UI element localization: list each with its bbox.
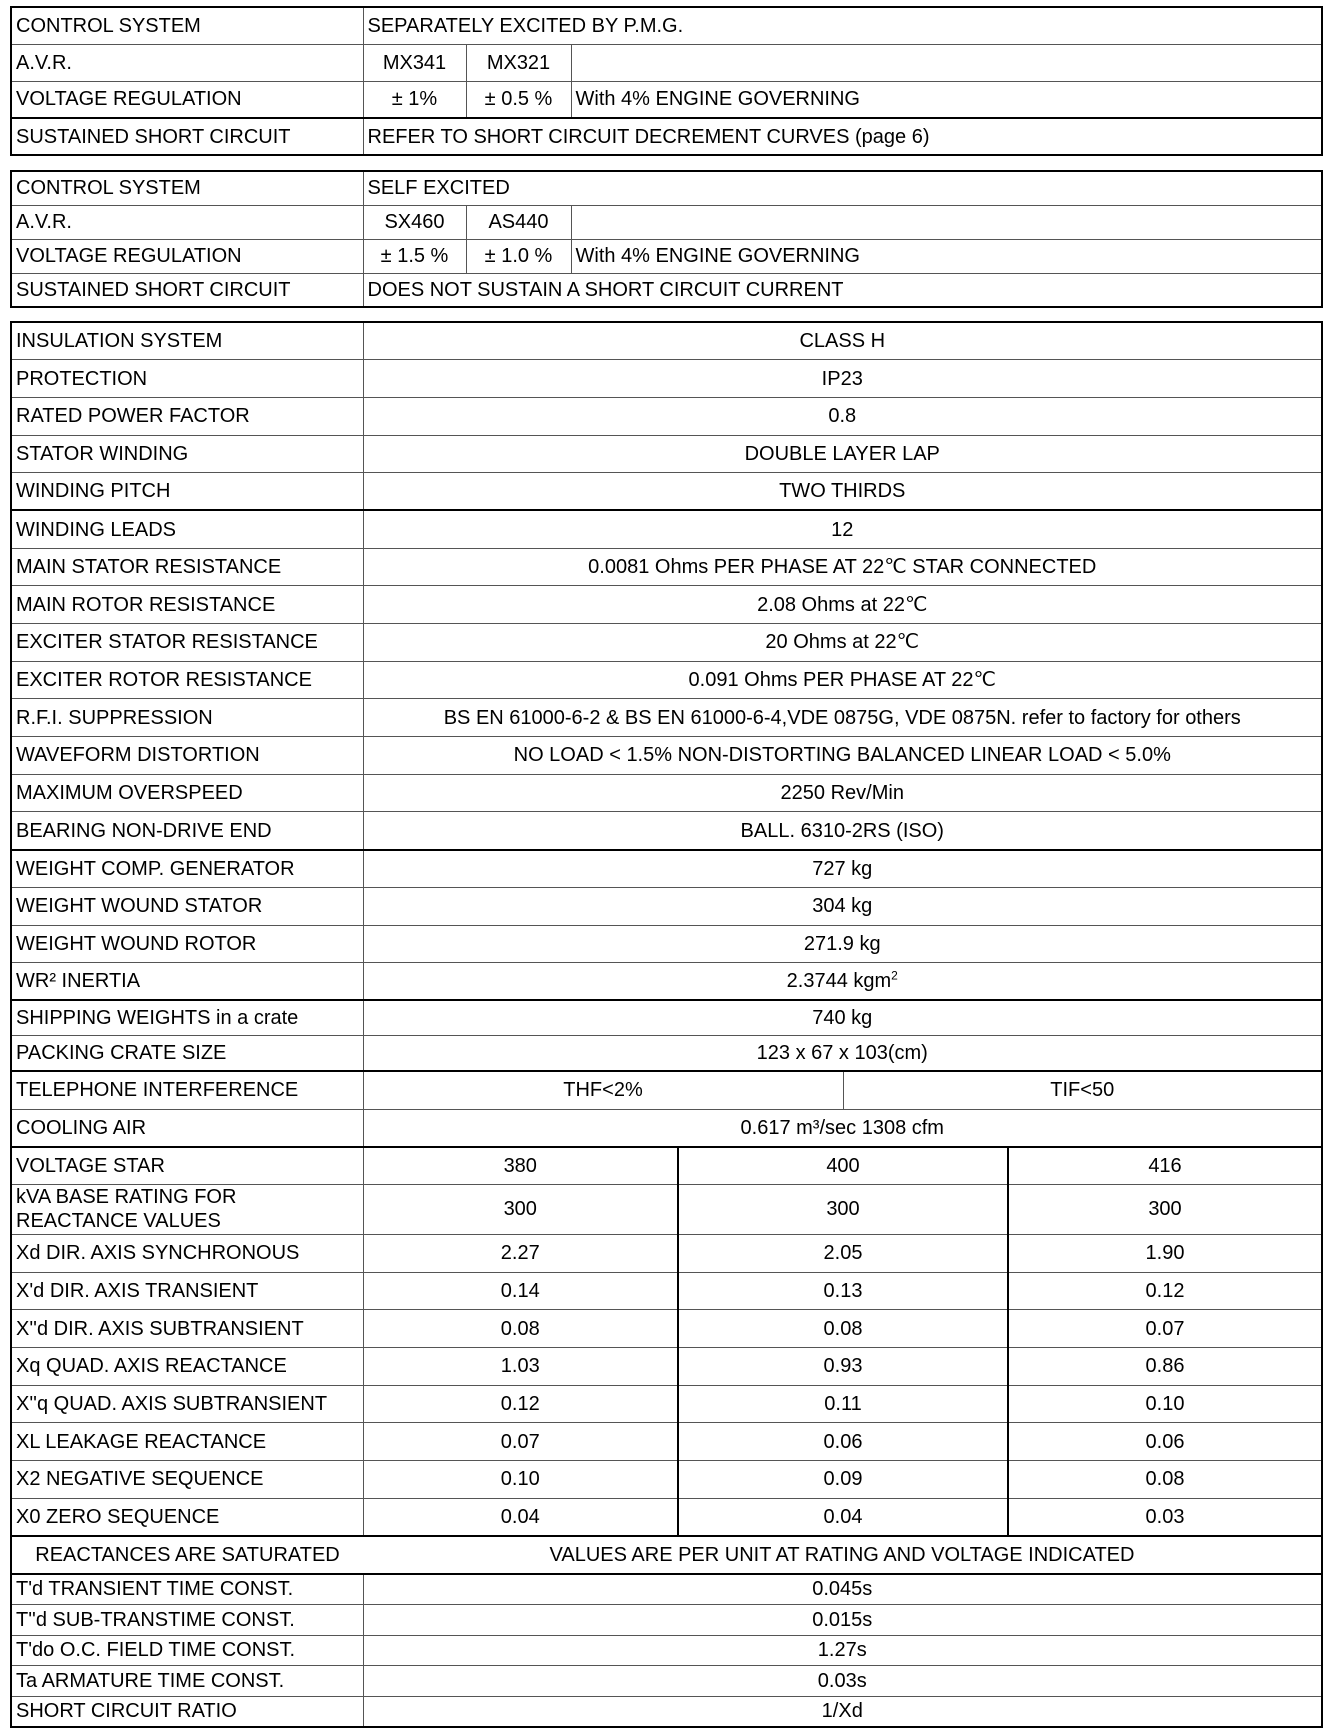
voltage-regulation-note: With 4% ENGINE GOVERNING xyxy=(571,81,1322,118)
spec-label: SHIPPING WEIGHTS in a crate xyxy=(11,1000,363,1036)
spec-value: CLASS H xyxy=(363,322,1322,360)
reactance-value: 2.27 xyxy=(363,1234,678,1272)
spec-value: 271.9 kg xyxy=(363,925,1322,963)
avr-label: A.V.R. xyxy=(11,205,363,239)
reactances-saturated-note: REACTANCES ARE SATURATED xyxy=(11,1536,363,1574)
avr-empty-cell xyxy=(571,205,1322,239)
spec-label: PROTECTION xyxy=(11,360,363,398)
spec-label: WEIGHT WOUND STATOR xyxy=(11,887,363,925)
self-voltage-regulation-row xyxy=(11,239,1322,273)
reactance-value: 0.07 xyxy=(363,1423,678,1461)
spec-value: BS EN 61000-6-2 & BS EN 61000-6-4,VDE 0875G, VDE 0875N. refer to factory for others xyxy=(363,699,1322,737)
cooling-air-row xyxy=(11,1109,1322,1147)
reactance-row xyxy=(11,1348,1322,1386)
spec-value: DOUBLE LAYER LAP xyxy=(363,435,1322,473)
reactance-row xyxy=(11,1272,1322,1310)
spec-row xyxy=(11,322,1322,360)
spec-value: 304 kg xyxy=(363,887,1322,925)
cooling-air-label: COOLING AIR xyxy=(11,1109,363,1147)
reactance-value: 0.86 xyxy=(1008,1348,1322,1386)
time-constant-label: T'd TRANSIENT TIME CONST. xyxy=(11,1574,363,1605)
reactance-value: 0.10 xyxy=(363,1461,678,1499)
kva-base-label: kVA BASE RATING FOR REACTANCE VALUES xyxy=(11,1184,363,1234)
reactance-value: 2.05 xyxy=(678,1234,1008,1272)
time-constant-label: T''d SUB-TRANSTIME CONST. xyxy=(11,1604,363,1635)
reactance-row xyxy=(11,1461,1322,1499)
reactance-row xyxy=(11,1423,1322,1461)
inertia-value: 2.3744 kgm xyxy=(786,970,892,993)
telephone-interference-label: TELEPHONE INTERFERENCE xyxy=(11,1071,363,1109)
spec-row xyxy=(11,812,1322,850)
sustained-short-circuit-label: SUSTAINED SHORT CIRCUIT xyxy=(11,273,363,307)
spec-row xyxy=(11,925,1322,963)
time-constant-row xyxy=(11,1574,1322,1605)
spec-value: 12 xyxy=(363,510,1322,548)
reactance-value: 0.06 xyxy=(1008,1423,1322,1461)
spec-label: WAVEFORM DISTORTION xyxy=(11,737,363,775)
spec-label: RATED POWER FACTOR xyxy=(11,397,363,435)
spec-value: 2250 Rev/Min xyxy=(363,774,1322,812)
spec-row xyxy=(11,1036,1322,1072)
time-constant-row xyxy=(11,1635,1322,1666)
voltage-regulation-label: VOLTAGE REGULATION xyxy=(11,81,363,118)
voltage-star-label: VOLTAGE STAR xyxy=(11,1147,363,1185)
spec-label: STATOR WINDING xyxy=(11,435,363,473)
pmg-control-row xyxy=(11,7,1322,44)
spec-label: MAIN ROTOR RESISTANCE xyxy=(11,586,363,624)
spec-label: EXCITER STATOR RESISTANCE xyxy=(11,624,363,662)
reactance-label: X'd DIR. AXIS TRANSIENT xyxy=(11,1272,363,1310)
reactance-value: 0.08 xyxy=(678,1310,1008,1348)
voltage-regulation-2: ± 0.5 % xyxy=(466,81,571,118)
time-constant-label: SHORT CIRCUIT RATIO xyxy=(11,1696,363,1727)
spec-label: R.F.I. SUPPRESSION xyxy=(11,699,363,737)
spec-label: MAIN STATOR RESISTANCE xyxy=(11,548,363,586)
reactance-value: 0.08 xyxy=(1008,1461,1322,1499)
pmg-control-table xyxy=(10,6,1323,156)
kva-base-row xyxy=(11,1184,1322,1234)
reactance-value: 0.93 xyxy=(678,1348,1008,1386)
voltage-star-row xyxy=(11,1147,1322,1185)
kva-base-value: 300 xyxy=(678,1184,1008,1234)
spec-value: 20 Ohms at 22℃ xyxy=(363,624,1322,662)
spec-row xyxy=(11,850,1322,888)
spec-value: 740 kg xyxy=(363,1000,1322,1036)
spec-value: 0.0081 Ohms PER PHASE AT 22℃ STAR CONNECTED xyxy=(363,548,1322,586)
reactance-label: X0 ZERO SEQUENCE xyxy=(11,1498,363,1536)
spec-label: WR² INERTIA xyxy=(11,963,363,1001)
reactance-value: 0.04 xyxy=(678,1498,1008,1536)
reactance-row xyxy=(11,1234,1322,1272)
pmg-short-circuit-row xyxy=(11,118,1322,155)
spec-row xyxy=(11,624,1322,662)
spec-row xyxy=(11,397,1322,435)
avr-model-1: MX341 xyxy=(363,44,466,81)
self-control-table xyxy=(10,170,1323,308)
spec-label: EXCITER ROTOR RESISTANCE xyxy=(11,661,363,699)
spec-value: 727 kg xyxy=(363,850,1322,888)
reactance-label: XL LEAKAGE REACTANCE xyxy=(11,1423,363,1461)
spec-row xyxy=(11,774,1322,812)
kva-base-value: 300 xyxy=(1008,1184,1322,1234)
time-constant-label: Ta ARMATURE TIME CONST. xyxy=(11,1666,363,1697)
self-avr-row xyxy=(11,205,1322,239)
spec-row xyxy=(11,737,1322,775)
reactance-label: X''d DIR. AXIS SUBTRANSIENT xyxy=(11,1310,363,1348)
spec-row xyxy=(11,963,1322,1001)
spec-value xyxy=(363,963,1322,1001)
voltage-star-416: 416 xyxy=(1008,1147,1322,1185)
spec-row xyxy=(11,586,1322,624)
voltage-star-400: 400 xyxy=(678,1147,1008,1185)
reactance-value: 0.13 xyxy=(678,1272,1008,1310)
reactance-value: 0.06 xyxy=(678,1423,1008,1461)
spec-label: WINDING PITCH xyxy=(11,473,363,511)
reactance-value: 0.11 xyxy=(678,1385,1008,1423)
spec-row xyxy=(11,360,1322,398)
spec-row xyxy=(11,661,1322,699)
specifications-table xyxy=(10,321,1323,1728)
time-constant-value: 0.03s xyxy=(363,1666,1322,1697)
reactance-row xyxy=(11,1385,1322,1423)
reactance-value: 1.90 xyxy=(1008,1234,1322,1272)
control-system-label: CONTROL SYSTEM xyxy=(11,171,363,205)
time-constant-value: 0.015s xyxy=(363,1604,1322,1635)
time-constant-row xyxy=(11,1666,1322,1697)
reactance-row xyxy=(11,1310,1322,1348)
reactance-row xyxy=(11,1498,1322,1536)
pmg-avr-row xyxy=(11,44,1322,81)
reactance-value: 0.08 xyxy=(363,1310,678,1348)
spec-label: WEIGHT WOUND ROTOR xyxy=(11,925,363,963)
reactance-value: 0.04 xyxy=(363,1498,678,1536)
spec-value: NO LOAD < 1.5% NON-DISTORTING BALANCED LINEAR LOAD < 5.0% xyxy=(363,737,1322,775)
spec-value: TWO THIRDS xyxy=(363,473,1322,511)
avr-label: A.V.R. xyxy=(11,44,363,81)
voltage-regulation-1: ± 1.5 % xyxy=(363,239,466,273)
telephone-interference-row xyxy=(11,1071,1322,1109)
reactance-label: Xq QUAD. AXIS REACTANCE xyxy=(11,1348,363,1386)
voltage-regulation-note: With 4% ENGINE GOVERNING xyxy=(571,239,1322,273)
spec-value: 123 x 67 x 103(cm) xyxy=(363,1036,1322,1072)
spec-value: 0.091 Ohms PER PHASE AT 22℃ xyxy=(363,661,1322,699)
spec-label: BEARING NON-DRIVE END xyxy=(11,812,363,850)
reactance-label: X''q QUAD. AXIS SUBTRANSIENT xyxy=(11,1385,363,1423)
control-system-label: CONTROL SYSTEM xyxy=(11,7,363,44)
spec-label: WINDING LEADS xyxy=(11,510,363,548)
time-constant-value: 0.045s xyxy=(363,1574,1322,1605)
tif-value: TIF<50 xyxy=(843,1071,1322,1109)
spec-label: INSULATION SYSTEM xyxy=(11,322,363,360)
kva-base-value: 300 xyxy=(363,1184,678,1234)
pmg-voltage-regulation-row xyxy=(11,81,1322,118)
per-unit-note: VALUES ARE PER UNIT AT RATING AND VOLTAGE INDICATED xyxy=(363,1536,1322,1574)
voltage-regulation-1: ± 1% xyxy=(363,81,466,118)
spec-row xyxy=(11,699,1322,737)
spec-value: IP23 xyxy=(363,360,1322,398)
spec-row xyxy=(11,887,1322,925)
spec-value: 0.8 xyxy=(363,397,1322,435)
spec-label: WEIGHT COMP. GENERATOR xyxy=(11,850,363,888)
reactance-value: 0.09 xyxy=(678,1461,1008,1499)
reactance-notes-row xyxy=(11,1536,1322,1574)
sustained-short-circuit-value: DOES NOT SUSTAIN A SHORT CIRCUIT CURRENT xyxy=(363,273,1322,307)
time-constant-row xyxy=(11,1696,1322,1727)
reactance-value: 0.03 xyxy=(1008,1498,1322,1536)
spec-row xyxy=(11,1000,1322,1036)
reactance-value: 0.10 xyxy=(1008,1385,1322,1423)
reactance-label: Xd DIR. AXIS SYNCHRONOUS xyxy=(11,1234,363,1272)
self-control-row xyxy=(11,171,1322,205)
time-constant-label: T'do O.C. FIELD TIME CONST. xyxy=(11,1635,363,1666)
sustained-short-circuit-value: REFER TO SHORT CIRCUIT DECREMENT CURVES (page 6) xyxy=(363,118,1322,155)
spec-value: 2.08 Ohms at 22℃ xyxy=(363,586,1322,624)
control-system-value: SELF EXCITED xyxy=(363,171,1322,205)
spec-row xyxy=(11,510,1322,548)
reactance-value: 0.07 xyxy=(1008,1310,1322,1348)
reactance-value: 1.03 xyxy=(363,1348,678,1386)
time-constant-value: 1.27s xyxy=(363,1635,1322,1666)
voltage-regulation-label: VOLTAGE REGULATION xyxy=(11,239,363,273)
reactance-value: 0.12 xyxy=(363,1385,678,1423)
reactance-label: X2 NEGATIVE SEQUENCE xyxy=(11,1461,363,1499)
voltage-regulation-2: ± 1.0 % xyxy=(466,239,571,273)
spec-row xyxy=(11,473,1322,511)
cooling-air-value: 0.617 m³/sec 1308 cfm xyxy=(363,1109,1322,1147)
spec-label: MAXIMUM OVERSPEED xyxy=(11,774,363,812)
avr-model-2: AS440 xyxy=(466,205,571,239)
time-constant-row xyxy=(11,1604,1322,1635)
sustained-short-circuit-label: SUSTAINED SHORT CIRCUIT xyxy=(11,118,363,155)
avr-empty-cell xyxy=(571,44,1322,81)
reactance-value: 0.12 xyxy=(1008,1272,1322,1310)
self-short-circuit-row xyxy=(11,273,1322,307)
spec-row xyxy=(11,435,1322,473)
reactance-value: 0.14 xyxy=(363,1272,678,1310)
inertia-exponent: 2 xyxy=(891,968,898,983)
avr-model-1: SX460 xyxy=(363,205,466,239)
spec-value: BALL. 6310-2RS (ISO) xyxy=(363,812,1322,850)
control-system-value: SEPARATELY EXCITED BY P.M.G. xyxy=(363,7,1322,44)
time-constant-value: 1/Xd xyxy=(363,1696,1322,1727)
spec-label: PACKING CRATE SIZE xyxy=(11,1036,363,1072)
spec-row xyxy=(11,548,1322,586)
avr-model-2: MX321 xyxy=(466,44,571,81)
voltage-star-380: 380 xyxy=(363,1147,678,1185)
thf-value: THF<2% xyxy=(363,1071,843,1109)
